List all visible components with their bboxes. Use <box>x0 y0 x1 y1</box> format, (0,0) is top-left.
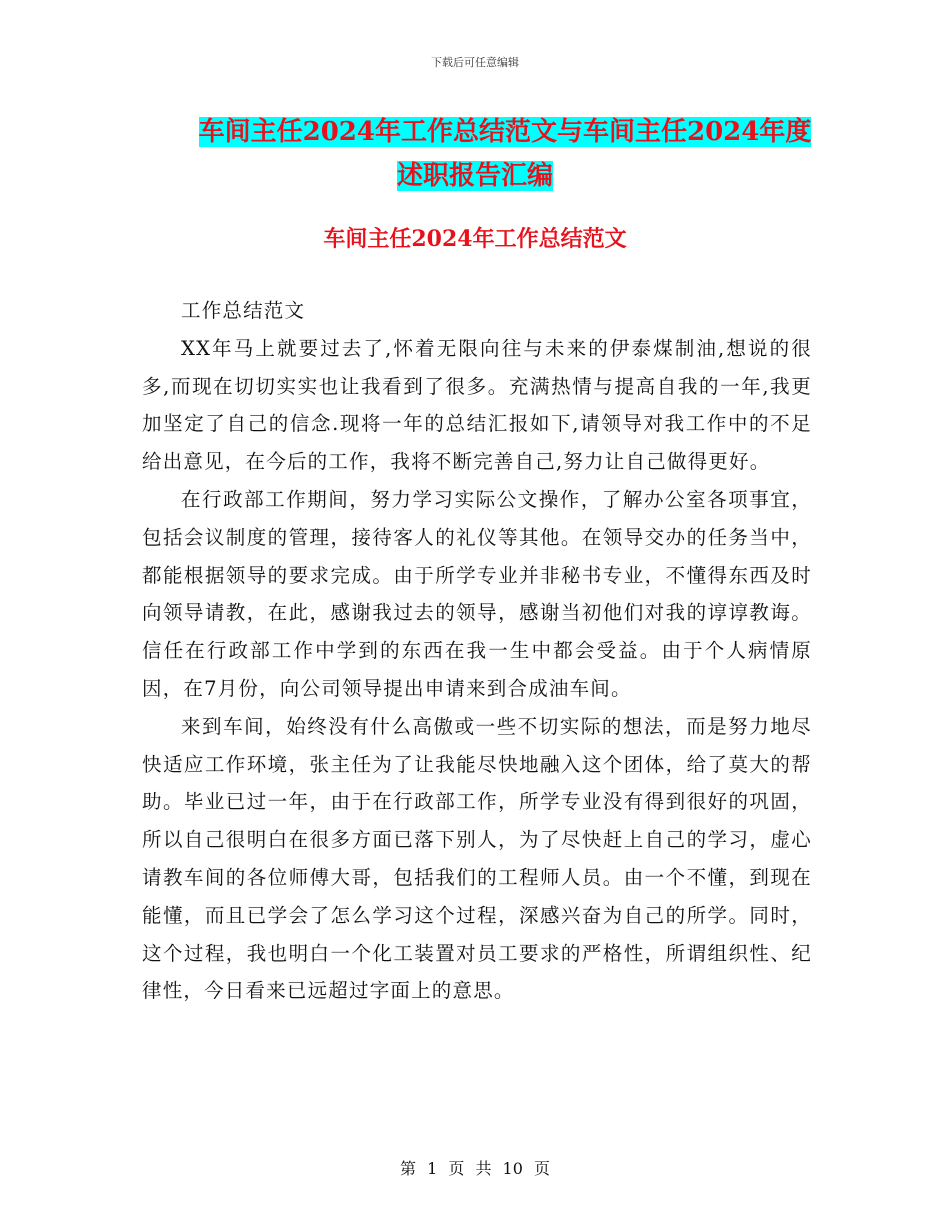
document-title-line1: 车间主任2024年工作总结范文与车间主任2024年度 <box>198 117 812 147</box>
body-paragraph: 来到车间，始终没有什么高傲或一些不切实际的想法，而是努力地尽快适应工作环境，张主任为了让我能尽快地融入这个团体，给了莫大的帮助。毕业已过一年，由于在行政部工作，所学专业没有得到很好的巩固，所以自己很明白在很多方面已落下别人，为了尽快赶上自己的学习，虚心请教车间的各位师傅大哥，包括我们的工程师人员。由一个不懂，到现在能懂，而且已学会了怎么学习这个过程，深感兴奋为自己的所学。同时，这个过程，我也明白一个化工装置对员工要求的严格性，所谓组织性、纪律性，今日看来已远超过字面上的意思。 <box>142 714 812 1003</box>
document-title-line2: 述职报告汇编 <box>396 161 553 191</box>
body-paragraph: 在行政部工作期间，努力学习实际公文操作，了解办公室各项事宜，包括会议制度的管理，接待客人的礼仪等其他。在领导交办的任务当中，都能根据领导的要求完成。由于所学专业并非秘书专业，不懂得东西及时向领导请教，在此，感谢我过去的领导，感谢当初他们对我的谆谆教诲。信任在行政部工作中学到的东西在我一生中都会受益。由于个人病情原因，在7月份，向公司领导提出申请来到合成油车间。 <box>142 487 812 700</box>
header-note: 下载后可任意编辑 <box>431 56 519 69</box>
body-paragraph: XX年马上就要过去了,怀着无限向往与未来的伊泰煤制油,想说的很多,而现在切切实实也让我看到了很多。充满热情与提高自我的一年,我更加坚定了自己的信念.现将一年的总结汇报如下,请领导对我工作中的不足给出意见，在今后的工作，我将不断完善自己,努力让自己做得更好。 <box>142 336 812 474</box>
document-body <box>142 292 812 1010</box>
page-footer: 第 1 页 共 10 页 <box>400 1159 550 1178</box>
body-paragraph: 工作总结范文 <box>181 299 306 322</box>
document-title <box>0 110 950 198</box>
section-title: 车间主任2024年工作总结范文 <box>323 226 627 252</box>
